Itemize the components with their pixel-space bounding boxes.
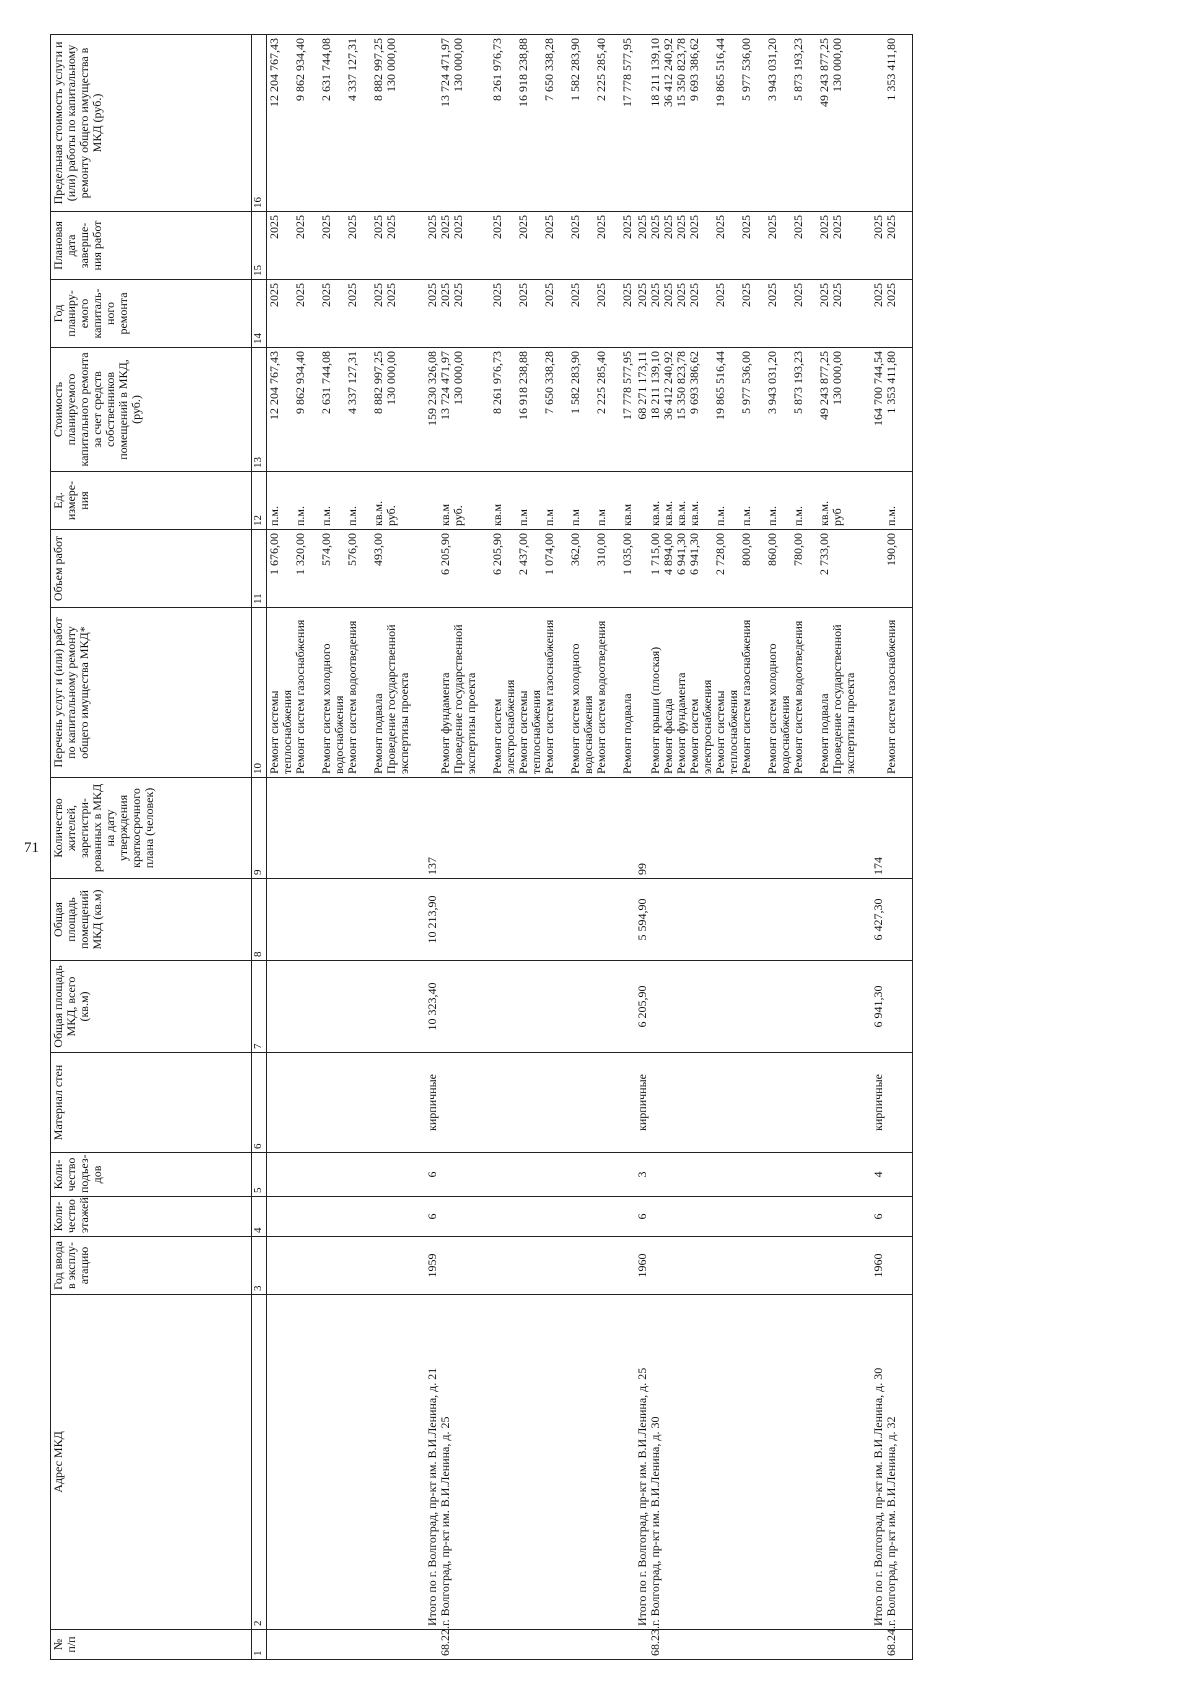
list-line: 2025 [371,215,385,239]
years-list [267,280,426,348]
list-line: Ремонт систем водоотведения [791,620,805,774]
list-line: 576,00 [345,533,359,566]
costs-list: 159 230 326,08 13 724 471,97 130 000,00 8 261 976,73 16 918 238,88 7 650 338,28 1 582 283,90 2 225 285,40 17 778 577,95 [425,348,635,472]
list-line: Ремонт систем холодного водоснабжения [568,643,595,774]
works-list [267,608,426,778]
building-address: г. Волгоград, пр-кт им. В.И.Ленина, д. 32 [884,1416,898,1626]
header-cell: Перечень услуг и (или) работ по капитальному ремонту общего имущества МКД* [51,608,252,778]
list-line: кв.м [438,503,452,526]
costs-list: 164 700 744,54 1 353 411,80 [871,348,913,472]
list-line: 5 977 536,00 [739,38,753,101]
list-line: 2025 [817,283,831,307]
list-line: Ремонт системы теплоснабжения [516,690,543,774]
building-address: г. Волгоград, пр-кт им. В.И.Ленина, д. 25 [438,1416,452,1626]
header-cell: Год ввода в эксплу-атацию [51,1237,252,1295]
volumes-list [267,530,426,608]
floors: 6 [871,1197,913,1237]
row-number: 68.23. [635,1630,871,1660]
header-cell: Количество жителей, зарегистри-рованных в МКД на дату утверждения краткосрочного плана (человек) [51,778,252,879]
list-line: 36 412 240,92 [661,38,675,107]
list-line: п.м [568,508,582,526]
list-line: 2025 [661,283,675,307]
list-line: 2025 [490,215,504,239]
header-cell: Коли-чество этажей [51,1197,252,1237]
list-line: 6 205,90 [438,533,452,575]
list-line: п.м. [791,505,805,526]
list-line: 8 882 997,25 [371,351,385,414]
list-line: 17 778 577,95 [620,38,634,107]
column-number: 13 [252,348,267,472]
list-line: 2 225 285,40 [594,38,608,101]
column-number: 4 [252,1197,267,1237]
limits-list [635,35,871,212]
column-number: 10 [252,608,267,778]
list-line: 2025 [516,283,530,307]
list-line: 2025 [620,215,634,239]
list-line: 2025 [267,215,281,239]
residents: 137 [425,778,635,879]
years-list: 2025 2025 [871,280,913,348]
limits-list [871,35,913,212]
column-number: 15 [252,212,267,280]
page-number: 71 [24,840,39,856]
address-cell [425,1295,635,1630]
list-line: 3 943 031,20 [765,351,779,414]
list-line: Ремонт систем газоснабжения [739,619,753,774]
header-cell: Общая площадь помещений МКД (кв.м) [51,879,252,961]
volumes-list [425,530,635,608]
total-area: 6 205,90 [635,961,871,1053]
works-list [425,608,635,778]
list-line: 2025 [516,215,530,239]
list-line: кв.м. [687,500,701,526]
total-label: Итого по г. Волгоград, пр-кт им. В.И.Ленина, д. 21 [425,1367,439,1626]
list-line: 2025 [830,215,844,239]
entrances: 3 [635,1153,871,1197]
list-line: 2025 [765,215,779,239]
list-line: 2025 [648,215,662,239]
table-row [871,35,913,1660]
list-line: Ремонт систем водоотведения [594,620,608,774]
list-line: 6 941,30 [674,533,688,575]
list-line: п.м. [765,505,779,526]
list-line: 4 894,00 [661,533,675,575]
list-line: 7 650 338,28 [542,351,556,414]
wall-material: кирпичные [635,1053,871,1153]
list-line: Ремонт крыши (плоская) [648,646,662,774]
list-line: Ремонт фундамента [674,672,688,774]
list-line: 13 724 471,97 [438,38,452,107]
list-line: 1 715,00 [648,533,662,575]
column-number-row [252,35,267,1660]
column-number: 11 [252,530,267,608]
units-list [871,472,913,530]
list-line: 190,00 [884,533,898,566]
column-number: 3 [252,1237,267,1295]
column-number: 6 [252,1053,267,1153]
costs-list [267,348,426,472]
list-line: 2025 [791,283,805,307]
list-line: 2025 [451,283,465,307]
commission-year: 1959 [425,1237,635,1295]
list-line: 800,00 [739,533,753,566]
row-number: 68.24. [871,1630,913,1660]
list-line: п.м [542,508,556,526]
list-line: Ремонт систем газоснабжения [542,619,556,774]
list-line: п.м. [713,505,727,526]
list-line: 5 873 193,23 [791,38,805,101]
list-line: Ремонт систем газоснабжения [293,619,307,774]
row-number: 68.22. [425,1630,635,1660]
list-line: 1 582 283,90 [568,351,582,414]
list-line: 2 225 285,40 [594,351,608,414]
works-list [871,608,913,778]
list-line: 2025 [568,215,582,239]
rooms-area: 10 213,90 [425,879,635,961]
list-line: 2025 [661,215,675,239]
list-line: 5 977 536,00 [739,351,753,414]
commission-year: 1960 [635,1237,871,1295]
total-label: Итого по г. Волгоград, пр-кт им. В.И.Ленина, д. 30 [871,1367,885,1626]
list-line: 2025 [345,215,359,239]
volumes-list [635,530,871,608]
list-line: 2025 [542,215,556,239]
list-line: 130 000,00 [830,351,844,405]
list-line: 2025 [594,215,608,239]
list-line: 2025 [384,215,398,239]
list-line: 1 074,00 [542,533,556,575]
column-number: 9 [252,778,267,879]
list-line: 2025 [384,283,398,307]
list-line: руб. [451,505,465,526]
rooms-area: 5 594,90 [635,879,871,961]
end-dates-list: 2025 2025 2025 2025 2025 2025 2025 2025 2025 [425,212,635,280]
total-area: 6 941,30 [871,961,913,1053]
list-line: кв.м. [648,500,662,526]
column-number: 8 [252,879,267,961]
column-number: 1 [252,1630,267,1660]
address-cell [635,1295,871,1630]
header-cell: Объем работ [51,530,252,608]
column-number: 12 [252,472,267,530]
list-line: 130 000,00 [384,38,398,92]
table-row [635,35,871,1660]
header-cell: Коли-чество подъез-дов [51,1153,252,1197]
list-line: кв.м [620,503,634,526]
floors: 6 [425,1197,635,1237]
list-line: Ремонт систем электроснабжения [687,679,714,774]
list-line: кв.м. [817,500,831,526]
commission-year: 1960 [871,1237,913,1295]
header-cell: Плановая дата заверше-ния работ [51,212,252,280]
list-line: 2025 [674,215,688,239]
list-line: 19 865 516,44 [713,38,727,107]
list-line: 2025 [438,215,452,239]
list-line: п.м. [293,505,307,526]
list-line [385,533,424,604]
list-line: п.м [594,508,608,526]
list-line: Ремонт подвала [371,693,385,774]
list-line: 2025 [438,283,452,307]
list-line: 130 000,00 [451,351,465,405]
residents: 174 [871,778,913,879]
entrances: 4 [871,1153,913,1197]
units-list [425,472,635,530]
list-line: Ремонт систем электроснабжения [490,679,517,774]
header-cell: Предельная стоимость услуги и (или) работы по капитальному ремонту общего имущества в МКД (руб.) [51,35,252,212]
building-address: г. Волгоград, пр-кт им. В.И.Ленина, д. 30 [648,1416,662,1626]
list-line: 2025 [293,215,307,239]
header-cell: Стоимость планируемого капитального ремонта за счет средств собственников помещений в МКД, (руб.) [51,348,252,472]
list-line: 17 778 577,95 [620,351,634,420]
capital-repair-plan-sheet [50,35,1175,1660]
column-number: 16 [252,35,267,212]
list-line: 8 261 976,73 [490,38,504,101]
list-line: 4 337 127,31 [345,38,359,101]
list-line: 15 350 823,78 [674,351,688,420]
list-line: 3 943 031,20 [765,38,779,101]
repair-plan-table [50,34,913,1660]
volumes-list [871,530,913,608]
list-line: 2025 [830,283,844,307]
list-line: 19 865 516,44 [713,351,727,420]
total-area: 10 323,40 [425,961,635,1053]
list-line: Ремонт систем холодного водоснабжения [765,643,792,774]
list-line: 8 261 976,73 [490,351,504,414]
list-line: Проведение государственной экспертизы проекта [830,624,857,774]
list-line: 2 631 744,08 [319,38,333,101]
list-line: Ремонт фундамента [438,672,452,774]
list-line: 2025 [648,283,662,307]
column-number: 2 [252,1295,267,1630]
units-list [267,472,426,530]
list-line: 2025 [319,283,333,307]
list-line: 362,00 [568,533,582,566]
column-number: 7 [252,961,267,1053]
end-dates-list: 2025 2025 2025 2025 2025 2025 2025 2025 2025 2025 2025 [635,212,871,280]
list-line: 12 204 767,43 [267,351,281,420]
list-line: 2025 [620,283,634,307]
list-line: Ремонт подвала [620,693,634,774]
list-line: 130 000,00 [384,351,398,405]
list-line: кв.м. [371,500,385,526]
rooms-area: 6 427,30 [871,879,913,961]
list-line: руб. [384,505,398,526]
list-line: 860,00 [765,533,779,566]
list-line: кв.м [490,503,504,526]
list-line [831,533,870,604]
list-line: 574,00 [319,533,333,566]
list-line: 2025 [542,283,556,307]
list-line: 2025 [594,283,608,307]
years-list: 2025 2025 2025 2025 2025 2025 2025 2025 2025 2025 2025 [635,280,871,348]
wall-material: кирпичные [425,1053,635,1153]
end-dates-list: 2025 2025 [871,212,913,280]
limits-list [425,35,635,212]
list-line: 16 918 238,88 [516,351,530,420]
list-line: 2025 [817,215,831,239]
list-line: 2025 [884,215,898,239]
list-line: 2025 [884,283,898,307]
list-line: 2025 [674,283,688,307]
list-line: 49 243 877,25 [817,351,831,420]
list-line: 9 862 934,40 [293,38,307,101]
list-line: 13 724 471,97 [438,351,452,420]
list-line: 36 412 240,92 [661,351,675,420]
years-list: 2025 2025 2025 2025 2025 2025 2025 2025 2025 [425,280,635,348]
list-line: 49 243 877,25 [817,38,831,107]
list-line: 2025 [371,283,385,307]
list-line: 130 000,00 [451,38,465,92]
list-line: руб [830,508,844,526]
list-line: 1 320,00 [293,533,307,575]
limits-list [267,35,426,212]
list-line: 2025 [713,283,727,307]
list-line: п.м [516,508,530,526]
list-line: 9 693 386,62 [687,351,701,414]
list-line: 18 211 139,10 [648,351,662,420]
list-line: 16 918 238,88 [516,38,530,107]
list-line: 1 353 411,80 [884,351,898,414]
list-line: 2 631 744,08 [319,351,333,414]
address-cell [871,1295,913,1630]
column-number: 14 [252,280,267,348]
list-line: 15 350 823,78 [674,38,688,107]
list-line: 493,00 [371,533,385,566]
list-line: 2025 [687,215,701,239]
list-line: п.м. [739,505,753,526]
residents: 99 [635,778,871,879]
entrances: 6 [425,1153,635,1197]
header-row [51,35,252,1660]
list-line: 1 582 283,90 [568,38,582,101]
list-line: Ремонт систем холодного водоснабжения [319,643,346,774]
list-line: п.м. [267,505,281,526]
list-line: 8 882 997,25 [371,38,385,101]
list-line: 1 035,00 [620,533,634,575]
list-line: 2025 [267,283,281,307]
total-label: Итого по г. Волгоград, пр-кт им. В.И.Ленина, д. 25 [635,1367,649,1626]
header-cell: Год планиру-емого капиталь-ного ремонта [51,280,252,348]
header-cell: № п/п [51,1630,252,1660]
list-line: Ремонт системы теплоснабжения [713,690,740,774]
costs-list: 68 271 173,11 18 211 139,10 36 412 240,92 15 350 823,78 9 693 386,62 19 865 516,44 5 977 536,00 3 943 031,20 5 873 193,23 49 243 877,25 130 000,00 [635,348,871,472]
list-line: 130 000,00 [830,38,844,92]
header-cell: Адрес МКД [51,1295,252,1630]
list-line: 1 353 411,80 [884,38,898,101]
list-line: 6 205,90 [490,533,504,575]
list-line: 1 676,00 [267,533,281,575]
list-line: Ремонт систем газоснабжения [884,619,898,774]
list-line: 2025 [713,215,727,239]
list-line: 780,00 [791,533,805,566]
table-row [267,35,426,1660]
works-list [635,608,871,778]
units-list [635,472,871,530]
list-line: Ремонт систем водоотведения [345,620,359,774]
list-line: 2025 [765,283,779,307]
list-line: 6 941,30 [687,533,701,575]
list-line: 2025 [791,215,805,239]
end-dates-list [267,212,426,280]
list-line: кв.м. [674,500,688,526]
list-line: 9 693 386,62 [687,38,701,101]
list-line: 18 211 139,10 [648,38,662,107]
list-line: Ремонт подвала [817,693,831,774]
list-line: 2 733,00 [817,533,831,575]
list-line: 2025 [568,283,582,307]
list-line: п.м. [319,505,333,526]
list-line [452,533,491,604]
header-cell: Общая площадь МКД, всего (кв.м) [51,961,252,1053]
list-line: 2025 [451,215,465,239]
list-line: 9 862 934,40 [293,351,307,414]
list-line: Ремонт системы теплоснабжения [267,690,294,774]
list-line: 2025 [293,283,307,307]
list-line: 4 337 127,31 [345,351,359,414]
list-line: 2025 [490,283,504,307]
list-line: 2025 [687,283,701,307]
list-line: 12 204 767,43 [267,38,281,107]
list-line: п.м. [884,505,898,526]
wall-material: кирпичные [871,1053,913,1153]
list-line: 2025 [739,283,753,307]
floors: 6 [635,1197,871,1237]
header-cell: Материал стен [51,1053,252,1153]
list-line: 5 873 193,23 [791,351,805,414]
list-line: Проведение государственной экспертизы проекта [451,624,478,774]
list-line: кв.м. [661,500,675,526]
list-line: п.м. [345,505,359,526]
header-cell: Ед. измере-ния [51,472,252,530]
list-line: Проведение государственной экспертизы проекта [384,624,411,774]
table-row [425,35,635,1660]
list-line: 2025 [345,283,359,307]
list-line: Ремонт фасада [661,698,675,774]
column-number: 5 [252,1153,267,1197]
list-line: 2 437,00 [516,533,530,575]
list-line: 2025 [319,215,333,239]
list-line: 7 650 338,28 [542,38,556,101]
list-line: 310,00 [594,533,608,566]
list-line: 2 728,00 [713,533,727,575]
list-line: 2025 [739,215,753,239]
